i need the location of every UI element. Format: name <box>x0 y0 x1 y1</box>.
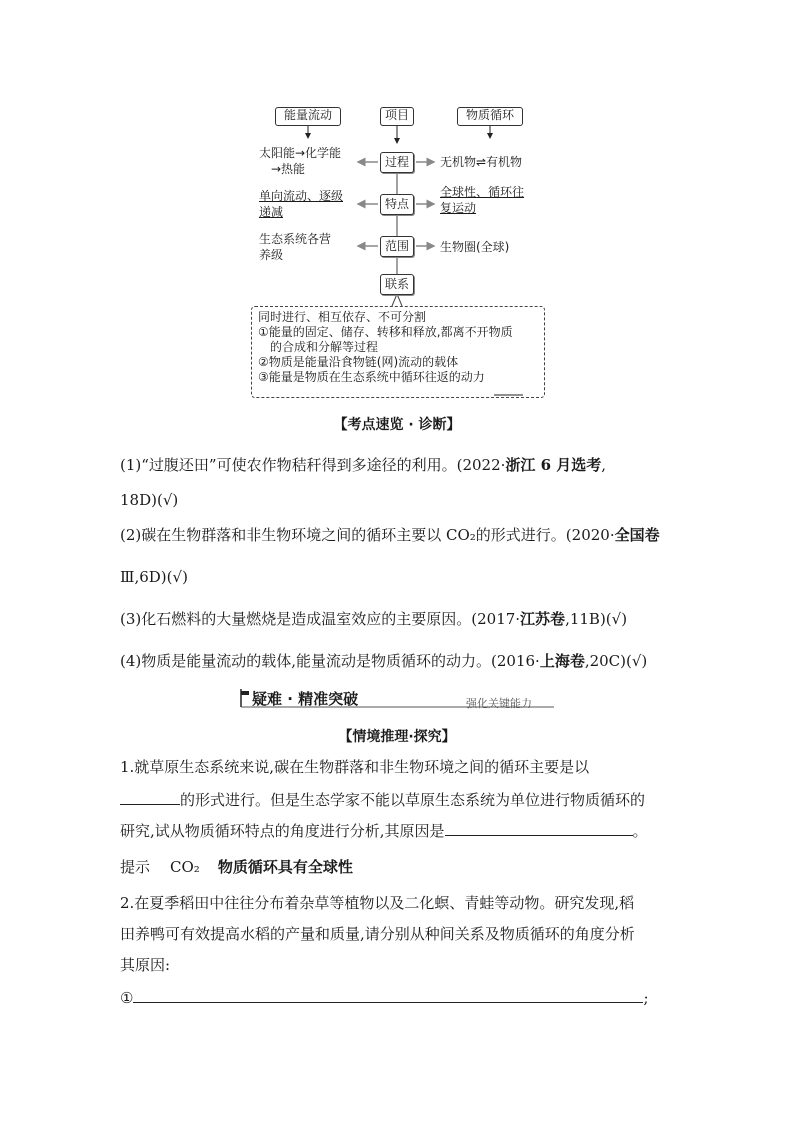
row-feature-energy-line2: 递减 <box>259 205 284 219</box>
answer-blank-1[interactable] <box>120 789 180 805</box>
row-scope-label: 范围 <box>380 236 414 257</box>
relation-item-2: 的合成和分解等过程 <box>270 340 379 354</box>
header-item: 项目 <box>380 107 414 126</box>
question-1-line3-text: 研究,试从物质循环特点的角度进行分析,其原因是 <box>120 822 445 840</box>
header-energy-flow: 能量流动 <box>275 107 341 126</box>
statement-1-text: (1)“过腹还田”可使农作物秸秆得到多途径的利用。(2022· <box>120 456 506 474</box>
statement-4-source: 上海卷 <box>539 652 585 670</box>
statement-2-source: 全国卷 <box>614 526 660 544</box>
question-1-line2-text: 的形式进行。但是生态学家不能以草原生态系统为单位进行物质循环的 <box>180 791 646 809</box>
row-feature-matter-line1: 全球性、循环往 <box>440 185 525 199</box>
question-1-line2 <box>120 789 645 810</box>
section-title-diagnosis: 【考点速览 · 诊断】 <box>333 417 461 433</box>
row-process-energy-line1: 太阳能→化学能 <box>259 146 342 160</box>
row-scope-energy-line2: 养级 <box>259 248 284 262</box>
statement-1-line1 <box>120 455 606 475</box>
hint-line <box>120 857 353 877</box>
hint-label: 提示 <box>120 858 151 876</box>
row-feature-label: 特点 <box>380 194 414 215</box>
row-feature-matter-line2: 复运动 <box>440 201 477 215</box>
row-process-energy-line2: →热能 <box>271 162 306 176</box>
row-scope-matter: 生物圈(全球) <box>440 240 510 254</box>
link-label: 联系 <box>380 274 414 295</box>
statement-1-line2: 18D)(√) <box>120 491 179 509</box>
question-1-line1: 1.就草原生态系统来说,碳在生物群落和非生物环境之间的循环主要是以 <box>120 758 590 776</box>
row-feature-matter <box>440 184 524 216</box>
statement-2-line1 <box>120 525 660 545</box>
row-scope-energy <box>259 231 331 263</box>
header-matter-cycle: 物质循环 <box>457 107 523 126</box>
answer-blank-2[interactable] <box>445 820 633 836</box>
statement-3 <box>120 609 627 629</box>
statement-4-text: (4)物质是能量流动的载体,能量流动是物质循环的动力。(2016· <box>120 652 540 670</box>
question-2-line4 <box>120 987 649 1008</box>
question-2-marker: ① <box>120 989 134 1007</box>
banner-title: 疑难 · 精准突破 <box>252 690 359 708</box>
relation-item-0: 同时进行、相互依存、不可分割 <box>258 310 427 324</box>
statement-4-ref: ,20C)(√) <box>584 652 648 670</box>
answer-blank-3[interactable] <box>133 987 643 1003</box>
statement-1-source: 浙江 6 月选考 <box>505 456 602 474</box>
statement-3-text: (3)化石燃料的大量燃烧是造成温室效应的主要原因。(2017· <box>120 610 521 628</box>
hint-answer-1: CO₂ <box>170 858 200 876</box>
row-process-label: 过程 <box>380 152 414 173</box>
relation-item-1: ①能量的固定、储存、转移和释放,都离不开物质 <box>258 325 513 339</box>
relation-item-4: ③能量是物质在生态系统中循环往返的动力 <box>258 370 485 384</box>
statement-4 <box>120 651 647 671</box>
row-process-matter: 无机物⇌有机物 <box>440 155 523 169</box>
statement-3-ref: ,11B)(√) <box>565 610 628 628</box>
question-2-line1: 2.在夏季稻田中往往分布着杂草等植物以及二化螟、青蛙等动物。研究发现,稻 <box>120 894 635 912</box>
question-1-line3 <box>120 820 648 841</box>
question-2-line4-end: ; <box>643 989 649 1007</box>
row-feature-energy-line1: 单向流动、逐级 <box>259 189 344 203</box>
statement-2-text: (2)碳在生物群落和非生物环境之间的循环主要以 CO₂的形式进行。(2020· <box>120 526 615 544</box>
statement-2-line2: Ⅲ,6D)(√) <box>120 568 188 586</box>
question-1-line3-end: 。 <box>632 822 648 840</box>
row-process-energy <box>259 145 341 177</box>
relation-item-3: ②物质是能量沿食物链(网)流动的载体 <box>258 355 459 369</box>
row-scope-energy-line1: 生态系统各营 <box>259 232 332 246</box>
question-2-line3: 其原因: <box>120 956 171 974</box>
hint-answer-2: 物质循环具有全球性 <box>217 858 353 876</box>
row-feature-energy <box>259 188 343 220</box>
statement-1-comma: , <box>601 456 607 474</box>
statement-3-source: 江苏卷 <box>520 610 566 628</box>
section-title-inquiry: 【情境推理·探究】 <box>338 729 456 745</box>
banner-subtitle: 强化关键能力 <box>466 697 532 710</box>
question-2-line2: 田养鸭可有效提高水稻的产量和质量,请分别从种间关系及物质循环的角度分析 <box>120 925 635 943</box>
relation-box <box>251 306 545 398</box>
